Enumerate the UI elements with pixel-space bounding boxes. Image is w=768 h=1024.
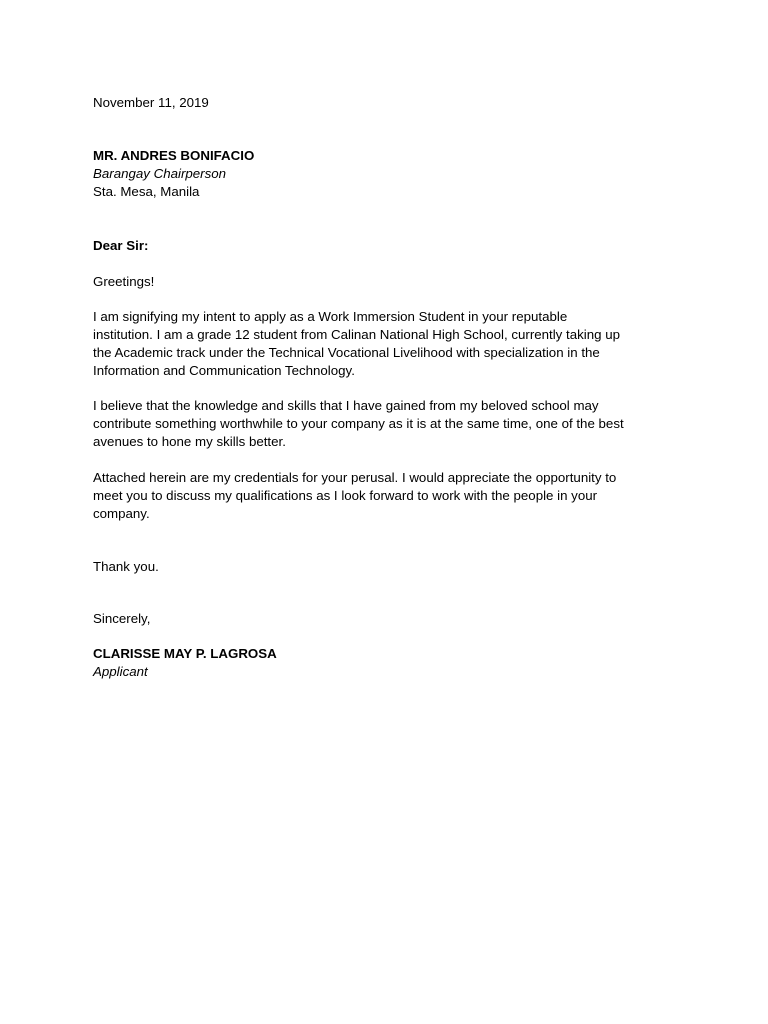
paragraph-line: avenues to hone my skills better. — [93, 434, 286, 449]
closing: Sincerely, — [93, 611, 151, 626]
recipient-title: Barangay Chairperson — [93, 166, 227, 181]
recipient-address: Sta. Mesa, Manila — [93, 184, 200, 199]
paragraph-line: Information and Communication Technology. — [93, 363, 355, 378]
signatory-role: Applicant — [93, 664, 148, 679]
paragraph-line: contribute something worthwhile to your company as it is at the same time, one of the best — [93, 416, 624, 431]
paragraph-line: I believe that the knowledge and skills that I have gained from my beloved school may — [93, 398, 599, 413]
paragraph-line: meet you to discuss my qualifications as I look forward to work with the people in your — [93, 488, 598, 503]
letter-date: November 11, 2019 — [93, 95, 209, 110]
paragraph-line: institution. I am a grade 12 student from Calinan National High School, currently taking up — [93, 327, 620, 342]
paragraph-line: the Academic track under the Technical Vocational Livelihood with specialization in the — [93, 345, 600, 360]
paragraph-line: Attached herein are my credentials for your perusal. I would appreciate the opportunity to — [93, 470, 617, 485]
letter-page — [93, 94, 683, 681]
recipient-name: MR. ANDRES BONIFACIO — [93, 148, 255, 163]
paragraph-line: I am signifying my intent to apply as a Work Immersion Student in your reputable — [93, 309, 568, 324]
thank-you-line: Thank you. — [93, 559, 159, 574]
body-paragraph-1 — [93, 308, 683, 380]
salutation: Dear Sir: — [93, 238, 149, 253]
greeting: Greetings! — [93, 274, 155, 289]
signatory-name: CLARISSE MAY P. LAGROSA — [93, 646, 277, 661]
body-paragraph-2 — [93, 397, 683, 451]
body-paragraph-3 — [93, 469, 683, 523]
paragraph-line: company. — [93, 506, 150, 521]
